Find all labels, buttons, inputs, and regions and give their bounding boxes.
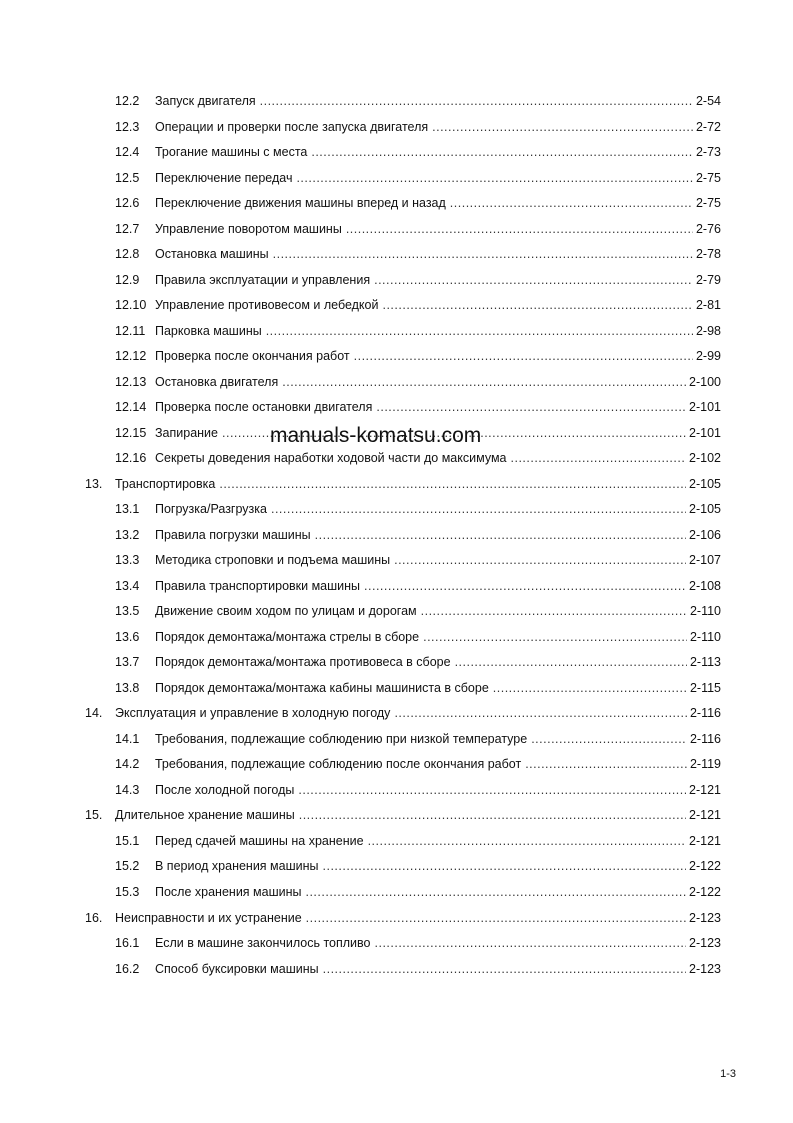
toc-number: 13.2 [115, 527, 140, 542]
toc-page: 2-75 [695, 170, 721, 185]
toc-entry[interactable] [0, 296, 793, 322]
toc-number: 15. [85, 808, 103, 823]
toc-entry[interactable] [0, 602, 793, 628]
toc-title: Правила погрузки машины [155, 526, 315, 544]
page-number: 1-3 [720, 1068, 736, 1080]
toc-number: 12.6 [115, 196, 140, 211]
toc-title: Длительное хранение машины [115, 806, 299, 824]
toc-title: Переключение движения машины вперед и назад [155, 194, 450, 212]
toc-page: 2-101 [689, 400, 721, 415]
toc-number: 13.7 [115, 655, 140, 670]
toc-title: Управление поворотом машины [155, 220, 346, 238]
toc-page: 2-98 [695, 323, 721, 338]
toc-entry[interactable] [0, 245, 793, 271]
toc-page: 2-116 [689, 731, 721, 746]
toc-number: 15.2 [115, 859, 140, 874]
toc-number: 15.1 [115, 833, 140, 848]
toc-page: 2-54 [695, 94, 721, 108]
toc-title: В период хранения машины [155, 857, 323, 875]
toc-number: 14.1 [115, 731, 140, 746]
toc-page: 2-105 [689, 476, 721, 491]
toc-title: Операции и проверки после запуска двигателя [155, 118, 432, 136]
toc-entry[interactable] [0, 653, 793, 679]
dot-leader [511, 449, 687, 467]
toc-title: Остановка двигателя [155, 373, 282, 391]
toc-title: Трогание машины с места [155, 143, 311, 161]
dot-leader [394, 704, 687, 722]
toc-number: 12.12 [115, 349, 147, 364]
toc-number: 13. [85, 476, 103, 491]
dot-leader [382, 296, 692, 314]
toc-number: 12.9 [115, 272, 140, 287]
toc-page: 2-121 [689, 808, 721, 823]
toc-number: 16.1 [115, 936, 140, 951]
toc-page: 2-115 [689, 680, 721, 695]
toc-title: Проверка после окончания работ [155, 347, 354, 365]
toc-entry[interactable] [0, 551, 793, 577]
toc-entry[interactable] [0, 347, 793, 373]
toc-title: Правила эксплуатации и управления [155, 271, 374, 289]
toc-page: 2-119 [689, 757, 721, 772]
toc-title: Требования, подлежащие соблюдению после окончания работ [155, 755, 525, 773]
toc-number: 16.2 [115, 961, 140, 976]
toc-title: Движение своим ходом по улицам и дорогам [155, 602, 421, 620]
toc-entry[interactable] [0, 169, 793, 195]
toc-page: 2-108 [689, 578, 721, 593]
dot-leader [271, 500, 686, 518]
toc-entry[interactable] [0, 398, 793, 424]
toc-page: 2-106 [689, 527, 721, 542]
dot-leader [374, 271, 693, 289]
toc-entry[interactable] [0, 322, 793, 348]
dot-leader [299, 806, 686, 824]
watermark: manuals-komatsu.com [270, 424, 482, 447]
toc-title: Эксплуатация и управление в холодную погоду [115, 704, 394, 722]
toc-number: 16. [85, 910, 103, 925]
toc-number: 12.8 [115, 247, 140, 262]
dot-leader [323, 857, 687, 875]
toc-chapter[interactable] [0, 475, 793, 501]
toc-title: Правила транспортировки машины [155, 577, 364, 595]
toc-number: 13.3 [115, 553, 140, 568]
dot-leader [394, 551, 686, 569]
toc-page: 2-116 [689, 706, 721, 721]
toc-chapter[interactable] [0, 704, 793, 730]
toc-number: 15.3 [115, 884, 140, 899]
dot-leader [260, 92, 693, 110]
toc-entry[interactable] [0, 143, 793, 169]
toc-page: 2-107 [689, 553, 721, 568]
toc-title: Порядок демонтажа/монтажа кабины машиниста в сборе [155, 679, 493, 697]
toc-number: 12.14 [115, 400, 147, 415]
toc-page: 2-100 [689, 374, 721, 389]
toc-entry[interactable] [0, 832, 793, 858]
toc-title: Методика строповки и подъема машины [155, 551, 394, 569]
dot-leader [266, 322, 693, 340]
dot-leader [282, 373, 686, 391]
dot-leader [306, 909, 686, 927]
dot-leader [423, 628, 687, 646]
toc-number: 12.3 [115, 119, 140, 134]
toc-entry[interactable] [0, 730, 793, 756]
dot-leader [455, 653, 687, 671]
toc-page: 2-123 [689, 961, 721, 976]
dot-leader [493, 679, 687, 697]
toc-number: 12.13 [115, 374, 147, 389]
dot-leader [305, 883, 686, 901]
toc-page: 2-105 [689, 502, 721, 517]
toc-page: 2-123 [689, 910, 721, 925]
toc-number: 12.10 [115, 298, 147, 313]
dot-leader [219, 475, 686, 493]
toc-number: 14.3 [115, 782, 140, 797]
toc-number: 12.11 [115, 323, 146, 338]
toc-entry[interactable] [0, 373, 793, 399]
toc-entry[interactable] [0, 500, 793, 526]
toc-page: 2-75 [695, 196, 721, 211]
dot-leader [364, 577, 686, 595]
toc-title: Парковка машины [155, 322, 266, 340]
toc-title: Проверка после остановки двигателя [155, 398, 376, 416]
toc-number: 12.16 [115, 451, 147, 466]
toc-entry[interactable] [0, 960, 793, 986]
toc-title: Способ буксировки машины [155, 960, 323, 978]
toc-title: Перед сдачей машины на хранение [155, 832, 368, 850]
toc-page: 2-76 [695, 221, 721, 236]
toc-page: 2-121 [689, 833, 721, 848]
toc-number: 13.1 [115, 502, 140, 517]
toc-number: 12.7 [115, 221, 140, 236]
toc-number: 13.8 [115, 680, 140, 695]
toc-entry[interactable] [0, 679, 793, 705]
toc-entry[interactable] [0, 271, 793, 297]
dot-leader [323, 960, 686, 978]
toc-entry[interactable] [0, 526, 793, 552]
toc-title: Погрузка/Разгрузка [155, 500, 271, 518]
toc-number: 13.6 [115, 629, 140, 644]
toc-page: 2-81 [695, 298, 721, 313]
toc-page: 2-72 [695, 119, 721, 134]
toc-title: Запирание [155, 424, 222, 442]
dot-leader [368, 832, 686, 850]
toc-page: 2-113 [689, 655, 721, 670]
toc-entry[interactable] [0, 449, 793, 475]
toc-number: 12.4 [115, 145, 140, 160]
dot-leader [375, 934, 687, 952]
toc-chapter[interactable] [0, 909, 793, 935]
toc-number: 12.15 [115, 425, 147, 440]
dot-leader [296, 169, 693, 187]
toc-page: 2-99 [695, 349, 721, 364]
toc-title: После хранения машины [155, 883, 305, 901]
toc-page: 2-73 [695, 145, 721, 160]
toc-title: Порядок демонтажа/монтажа противовеса в сборе [155, 653, 455, 671]
toc-title: Порядок демонтажа/монтажа стрелы в сборе [155, 628, 423, 646]
toc-title: Управление противовесом и лебедкой [155, 296, 382, 314]
toc-title: Запуск двигателя [155, 92, 260, 110]
toc-entry[interactable] [0, 220, 793, 246]
toc-title: Транспортировка [115, 475, 219, 493]
dot-leader [525, 755, 687, 773]
toc-number: 13.4 [115, 578, 140, 593]
table-of-contents [0, 92, 793, 985]
toc-entry[interactable] [0, 857, 793, 883]
dot-leader [311, 143, 693, 161]
toc-title: Секреты доведения наработки ходовой части до максимума [155, 449, 511, 467]
toc-entry[interactable] [0, 755, 793, 781]
toc-number: 14. [85, 706, 103, 721]
toc-page: 2-122 [689, 884, 721, 899]
dot-leader [346, 220, 693, 238]
toc-entry[interactable] [0, 92, 793, 118]
dot-leader [531, 730, 687, 748]
toc-page: 2-110 [689, 604, 721, 619]
toc-number: 13.5 [115, 604, 140, 619]
toc-entry[interactable] [0, 781, 793, 807]
toc-title: Неисправности и их устранение [115, 909, 306, 927]
dot-leader [421, 602, 687, 620]
toc-title: Остановка машины [155, 245, 273, 263]
toc-entry[interactable] [0, 883, 793, 909]
toc-entry[interactable] [0, 628, 793, 654]
toc-page: 2-123 [689, 936, 721, 951]
toc-page: 2-78 [695, 247, 721, 262]
toc-title: Переключение передач [155, 169, 296, 187]
dot-leader [432, 118, 693, 136]
toc-page: 2-102 [689, 451, 721, 466]
toc-title: Требования, подлежащие соблюдению при низкой температуре [155, 730, 531, 748]
toc-page: 2-101 [689, 425, 721, 440]
dot-leader [315, 526, 686, 544]
dot-leader [354, 347, 693, 365]
toc-page: 2-122 [689, 859, 721, 874]
toc-entry[interactable] [0, 194, 793, 220]
toc-page: 2-110 [689, 629, 721, 644]
toc-number: 12.5 [115, 170, 140, 185]
toc-page: 2-121 [689, 782, 721, 797]
dot-leader [273, 245, 693, 263]
toc-chapter[interactable] [0, 806, 793, 832]
toc-title: Если в машине закончилось топливо [155, 934, 375, 952]
toc-entry[interactable] [0, 577, 793, 603]
toc-entry[interactable] [0, 934, 793, 960]
toc-number: 14.2 [115, 757, 140, 772]
toc-entry[interactable] [0, 118, 793, 144]
toc-number: 12.2 [115, 94, 140, 108]
dot-leader [376, 398, 686, 416]
toc-title: После холодной погоды [155, 781, 298, 799]
toc-page: 2-79 [695, 272, 721, 287]
dot-leader [298, 781, 686, 799]
dot-leader [450, 194, 693, 212]
